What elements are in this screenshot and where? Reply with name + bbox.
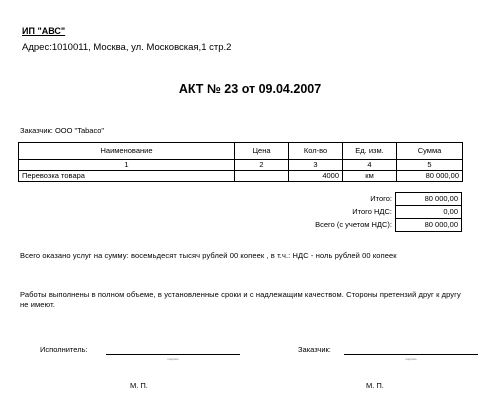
column-number: 2: [235, 160, 289, 171]
company-name: ИП "АВС": [22, 26, 66, 36]
totals-table: [18, 192, 462, 232]
vat-row: [18, 206, 462, 219]
column-header-price: Цена: [235, 143, 289, 160]
table-header-row: [19, 143, 463, 160]
vat-label: Итого НДС:: [352, 207, 392, 216]
document-title: АКТ № 23 от 09.04.2007: [178, 82, 322, 96]
row-qty: 4000: [289, 171, 343, 182]
services-table: [18, 142, 463, 182]
total-label: Итого:: [370, 194, 392, 203]
column-header-sum: Сумма: [397, 143, 463, 160]
row-sum: 80 000,00: [397, 171, 463, 182]
company-address: Адрес:1010011, Москва, ул. Московская,1 стр.2: [22, 42, 232, 53]
column-header-qty: Кол-во: [289, 143, 343, 160]
executor-label: Исполнитель:: [40, 345, 88, 354]
completion-note: Работы выполнены в полном объеме, в установленные сроки и с надлежащим качеством. Стороны претензий друг к другу не имеют.: [20, 290, 461, 309]
grand-total-value: 80 000,00: [396, 219, 462, 232]
grand-total-row: [18, 219, 462, 232]
vat-value: 0,00: [396, 206, 462, 219]
column-number: 3: [289, 160, 343, 171]
column-number: 1: [19, 160, 235, 171]
column-number-row: [19, 160, 463, 171]
column-header-unit: Ед. изм.: [343, 143, 397, 160]
executor-signature-line: [106, 354, 240, 355]
row-name: Перевозка товара: [19, 171, 235, 182]
customer-signature-line: [344, 354, 478, 355]
stamp-place-executor: М. П.: [130, 381, 148, 390]
customer-signature-label: Заказчик:: [298, 345, 331, 354]
total-value: 80 000,00: [396, 193, 462, 206]
table-row: [19, 171, 463, 182]
column-number: 4: [343, 160, 397, 171]
customer-signature-caption: подпись: [405, 357, 417, 361]
customer-line: Заказчик: ООО "Tabaco": [20, 126, 105, 135]
total-row: [18, 193, 462, 206]
executor-signature-caption: подпись: [167, 357, 179, 361]
column-header-name: Наименование: [19, 143, 235, 160]
grand-total-label: Всего (с учетом НДС):: [315, 220, 392, 229]
stamp-place-customer: М. П.: [366, 381, 384, 390]
sum-in-words: Всего оказано услуг на сумму: восемьдесят тысяч рублей 00 копеек , в т.ч.: НДС - ноль рублей 00 копеек: [20, 251, 397, 260]
row-price: [235, 171, 289, 182]
row-unit: км: [343, 171, 397, 182]
column-number: 5: [397, 160, 463, 171]
